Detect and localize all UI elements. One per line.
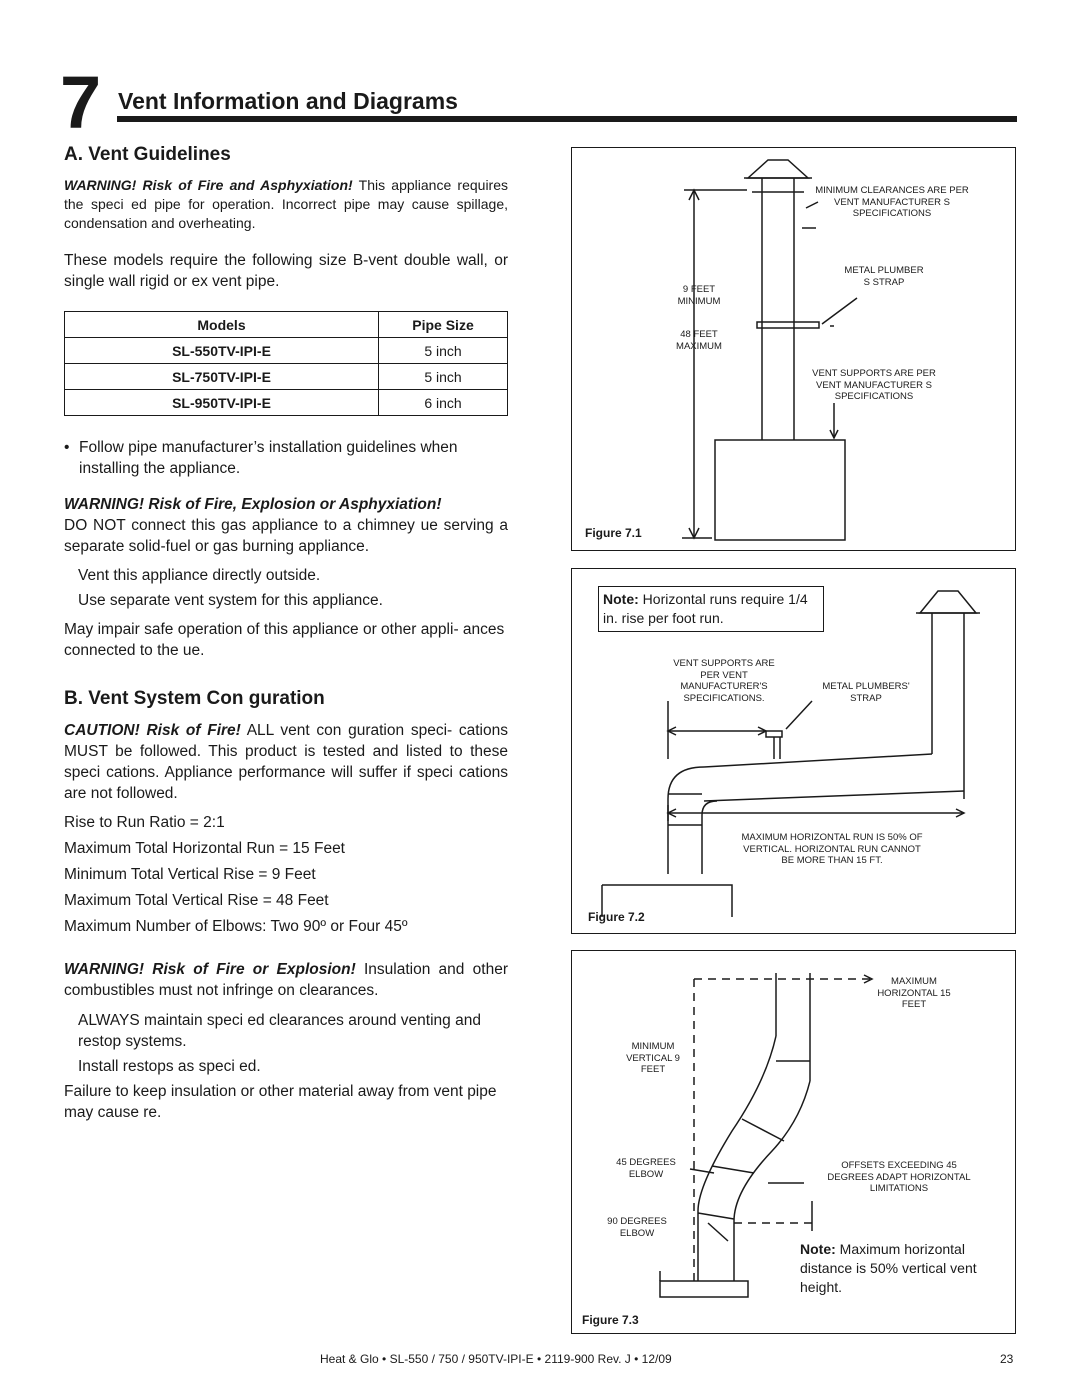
table-header-models: Models xyxy=(65,312,379,338)
label-90-elbow: 90 DEGREES ELBOW xyxy=(607,1216,667,1239)
note-text: Maximum horizontal distance is 50% vertical vent height. xyxy=(800,1241,977,1295)
note-lead: Note: xyxy=(800,1241,836,1257)
caution-fire xyxy=(64,720,508,804)
chapter-title: Vent Information and Diagrams xyxy=(118,88,458,114)
warning3-lead: WARNING! Risk of Fire or Explosion! xyxy=(64,961,356,978)
table-row xyxy=(65,390,508,416)
label-vent-supports: VENT SUPPORTS ARE PER VENT MANUFACTURER S SPECIFICATIONS xyxy=(812,368,936,402)
figure-caption: Figure 7.3 xyxy=(582,1313,639,1327)
bullet-text: Follow pipe manufacturer’s installation guidelines when installing the appliance. xyxy=(79,439,458,477)
warning2-lead: WARNING! Risk of Fire, Explosion or Asphyxiation! xyxy=(64,496,442,513)
table-row xyxy=(65,364,508,390)
chapter-number: 7 xyxy=(60,61,102,144)
list-item: Vent this appliance directly outside. xyxy=(78,567,321,584)
spec-line: Maximum Total Vertical Rise = 48 Feet xyxy=(64,892,329,909)
caution-text: ALL vent con guration speci- cations MUST be followed. This product is tested and listed to these speci cations. Appliance performance will suffer if speci cations are not followed. xyxy=(64,722,508,802)
impair-text: May impair safe operation of this appliance or other appli- ances connected to the ue. xyxy=(64,621,505,659)
figure-caption: Figure 7.2 xyxy=(588,910,645,924)
label-max-horizontal-run: MAXIMUM HORIZONTAL RUN IS 50% OF VERTICAL. HORIZONTAL RUN CANNOT BE MORE THAN 15 FT. xyxy=(741,832,923,866)
label-min-vertical: MINIMUM VERTICAL 9 FEET xyxy=(626,1041,680,1075)
figure-7-2-note xyxy=(598,586,824,632)
list-item: ALWAYS maintain speci ed clearances around venting and restop systems. xyxy=(78,1012,481,1050)
label-48-feet: 48 FEET MAXIMUM xyxy=(676,329,722,352)
warning3-text: Insulation and other combustibles must not infringe on clearances. xyxy=(64,961,508,999)
chapter-rule xyxy=(117,116,1017,122)
failure-text: Failure to keep insulation or other material away from vent pipe may cause re. xyxy=(64,1083,497,1121)
label-9-feet: 9 FEET MINIMUM xyxy=(677,284,721,307)
table-cell-model: SL-950TV-IPI-E xyxy=(65,390,379,416)
spec-line: Minimum Total Vertical Rise = 9 Feet xyxy=(64,866,316,883)
bullet-follow-guidelines xyxy=(64,437,508,479)
figure-7-3-note xyxy=(800,1240,1004,1297)
table-header-pipe-size: Pipe Size xyxy=(379,312,508,338)
table-cell-size: 5 inch xyxy=(379,338,508,364)
warning-fire-asphyxiation xyxy=(64,176,508,233)
label-45-elbow: 45 DEGREES ELBOW xyxy=(616,1157,676,1180)
warning2-text: DO NOT connect this gas appliance to a chimney ue serving a separate solid-fuel or gas burning appliance. xyxy=(64,517,508,555)
label-metal-strap: METAL PLUMBER S STRAP xyxy=(844,265,924,288)
figure-7-1 xyxy=(571,147,1016,551)
pipe-size-table xyxy=(64,311,508,416)
pipe-intro: These models require the following size B-vent double wall, or single wall rigid or ex vent pipe. xyxy=(64,252,508,290)
label-metal-strap: METAL PLUMBERS' STRAP xyxy=(822,681,910,704)
label-offsets: OFFSETS EXCEEDING 45 DEGREES ADAPT HORIZONTAL LIMITATIONS xyxy=(827,1160,971,1194)
figure-7-3 xyxy=(571,950,1016,1334)
footer-text: Heat & Glo • SL-550 / 750 / 950TV-IPI-E • 2119-900 Rev. J • 12/09 xyxy=(320,1352,672,1366)
figure-7-2 xyxy=(571,568,1016,934)
label-min-clearances: MINIMUM CLEARANCES ARE PER VENT MANUFACTURER S SPECIFICATIONS xyxy=(815,185,969,219)
note-lead: Note: xyxy=(603,591,639,607)
section-a-title: A. Vent Guidelines xyxy=(64,144,231,165)
table-header-row xyxy=(65,312,508,338)
table-row xyxy=(65,338,508,364)
bullet-dot: • xyxy=(64,439,70,456)
figure-caption: Figure 7.1 xyxy=(585,526,642,540)
warning-lead: WARNING! Risk of Fire and Asphyxiation! xyxy=(64,177,353,193)
spec-line: Rise to Run Ratio = 2:1 xyxy=(64,814,225,831)
table-cell-size: 5 inch xyxy=(379,364,508,390)
section-b-title: B. Vent System Con guration xyxy=(64,688,325,709)
table-cell-model: SL-550TV-IPI-E xyxy=(65,338,379,364)
label-vent-supports: VENT SUPPORTS ARE PER VENT MANUFACTURER'S SPECIFICATIONS. xyxy=(673,658,775,704)
spec-line: Maximum Total Horizontal Run = 15 Feet xyxy=(64,840,345,857)
list-item: Use separate vent system for this appliance. xyxy=(78,592,383,609)
spec-line: Maximum Number of Elbows: Two 90º or Four 45º xyxy=(64,918,408,935)
warning-text: This appliance requires the speci ed pipe for operation. Incorrect pipe may cause spillage, condensation and overheating. xyxy=(64,177,508,231)
label-max-horizontal: MAXIMUM HORIZONTAL 15 FEET xyxy=(877,976,951,1010)
note-text: Horizontal runs require 1/4 in. rise per foot run. xyxy=(603,591,808,626)
table-cell-model: SL-750TV-IPI-E xyxy=(65,364,379,390)
page-number: 23 xyxy=(1000,1352,1014,1366)
list-item: Install restops as speci ed. xyxy=(78,1058,261,1075)
table-cell-size: 6 inch xyxy=(379,390,508,416)
warning3 xyxy=(64,959,508,1001)
caution-lead: CAUTION! Risk of Fire! xyxy=(64,722,241,739)
